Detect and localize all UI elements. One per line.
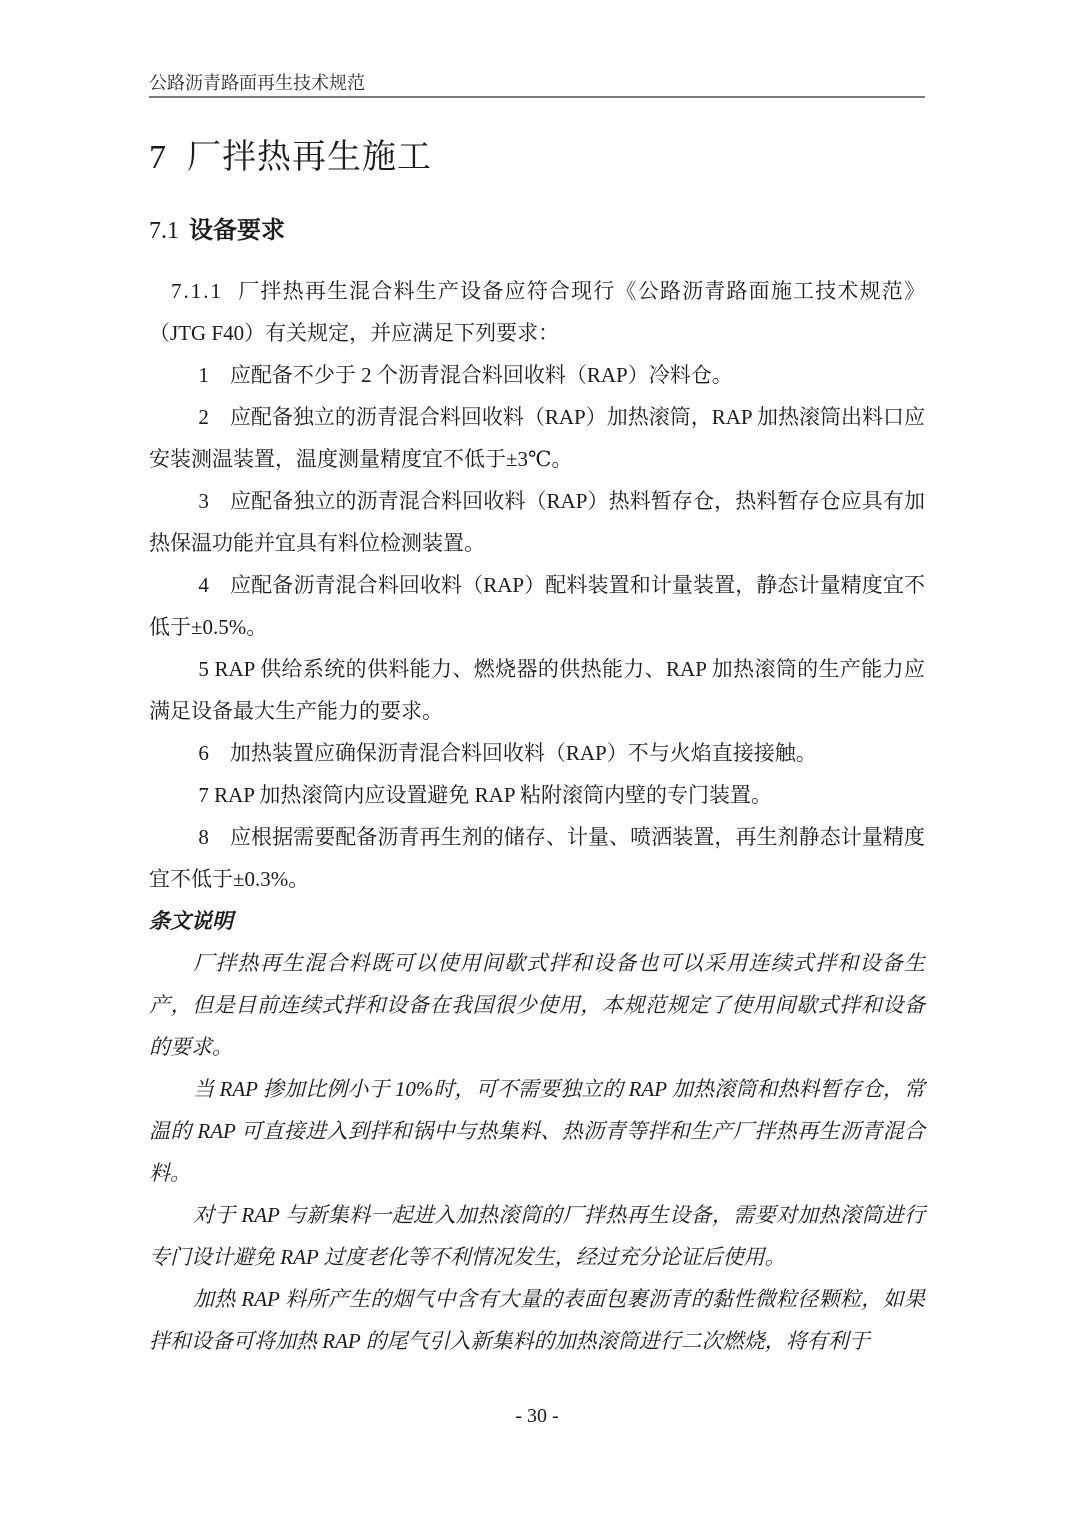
page-header	[149, 0, 925, 94]
running-title: 公路沥青路面再生技术规范	[149, 73, 365, 93]
clause-intro-text: 厂拌热再生混合料生产设备应符合现行《公路沥青路面施工技术规范》（JTG F40）有关规定，并应满足下列要求：	[149, 279, 925, 345]
commentary-heading: 条文说明	[149, 909, 233, 933]
section-number: 7.1	[149, 218, 179, 244]
chapter-number: 7	[149, 139, 167, 176]
page-footer	[0, 1402, 1074, 1430]
commentary-paragraph-4: 加热 RAP 料所产生的烟气中含有大量的表面包裹沥青的黏性微粒径颗粒，如果拌和设备可将加热 RAP 的尾气引入新集料的加热滚筒进行二次燃烧，将有利于	[149, 1287, 925, 1353]
commentary-paragraph-3: 对于 RAP 与新集料一起进入加热滚筒的厂拌热再生设备，需要对加热滚筒进行专门设计避免 RAP 过度老化等不利情况发生，经过充分论证后使用。	[149, 1203, 925, 1269]
section-name: 设备要求	[189, 217, 285, 244]
page-number: - 30 -	[515, 1405, 559, 1427]
section-heading	[149, 218, 925, 244]
clause-item-7: 7 RAP 加热滚筒内应设置避免 RAP 粘附滚筒内壁的专门装置。	[198, 783, 772, 807]
commentary-paragraph-2: 当 RAP 掺加比例小于 10%时，可不需要独立的 RAP 加热滚筒和热料暂存仓，常温的 RAP 可直接进入到拌和锅中与热集料、热沥青等拌和生产厂拌热再生沥青混合料。	[149, 1077, 925, 1185]
clause-item-1: 1 应配备不少于 2 个沥青混合料回收料（RAP）冷料仓。	[198, 363, 733, 387]
clause-item-4: 4 应配备沥青混合料回收料（RAP）配料装置和计量装置，静态计量精度宜不低于±0.5%。	[149, 573, 925, 639]
header-rule	[149, 96, 925, 98]
commentary-paragraph-1: 厂拌热再生混合料既可以使用间歇式拌和设备也可以采用连续式拌和设备生产，但是目前连续式拌和设备在我国很少使用，本规范规定了使用间歇式拌和设备的要求。	[149, 951, 925, 1059]
clause-item-2: 2 应配备独立的沥青混合料回收料（RAP）加热滚筒，RAP 加热滚筒出料口应安装测温装置，温度测量精度宜不低于±3℃。	[149, 405, 926, 471]
clause-paragraph	[149, 270, 925, 354]
clause-item-5: 5 RAP 供给系统的供料能力、燃烧器的供热能力、RAP 加热滚筒的生产能力应满足设备最大生产能力的要求。	[149, 657, 925, 723]
clause-item-8: 8 应根据需要配备沥青再生剂的储存、计量、喷洒装置，再生剂静态计量精度宜不低于±0.3%。	[149, 825, 925, 891]
chapter-name: 厂拌热再生施工	[187, 139, 432, 176]
chapter-title	[149, 136, 925, 180]
clause-item-3: 3 应配备独立的沥青混合料回收料（RAP）热料暂存仓，热料暂存仓应具有加热保温功能并宜具有料位检测装置。	[149, 489, 925, 555]
clause-number: 7.1.1	[171, 279, 223, 303]
clause-item-6: 6 加热装置应确保沥青混合料回收料（RAP）不与火焰直接接触。	[198, 741, 817, 765]
body-text	[149, 270, 925, 1362]
